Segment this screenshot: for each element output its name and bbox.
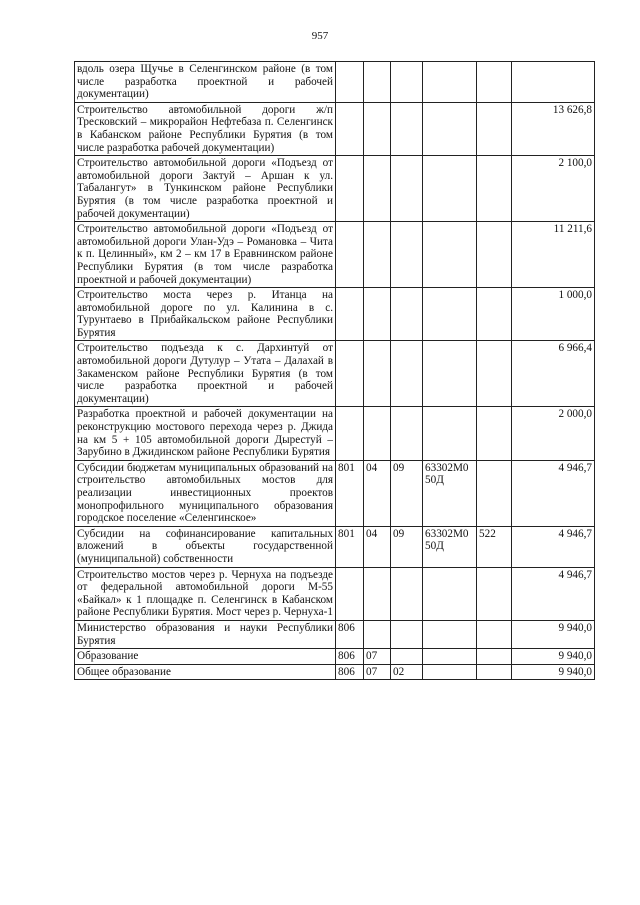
cell-ministry: [336, 341, 364, 407]
cell-name: Строительство моста через р. Итанца на автомобильной дороге по ул. Калинина в с. Турунтаево в Прибайкальском районе Республики Бурятия: [75, 288, 336, 341]
cell-target: 63302М050Д: [423, 526, 477, 567]
cell-name: Субсидии на софинансирование капитальных вложений в объекты государственной (муниципальной) собственности: [75, 526, 336, 567]
cell-name: Строительство автомобильной дороги ж/п Тресковский – микрорайон Нефтебаза п. Селенгинск в Кабанском районе Республики Бурятия (в том числе разработка рабочей документации): [75, 102, 336, 155]
table-row: [75, 102, 595, 155]
cell-amount: 6 966,4: [512, 341, 595, 407]
cell-expense-type: [477, 62, 512, 103]
cell-target: [423, 620, 477, 648]
cell-section: [364, 567, 391, 620]
cell-amount: 2 100,0: [512, 156, 595, 222]
cell-ministry: [336, 156, 364, 222]
cell-section: [364, 407, 391, 460]
cell-subsection: [391, 620, 423, 648]
cell-amount: [512, 62, 595, 103]
cell-target: 63302М050Д: [423, 460, 477, 526]
cell-name: Строительство автомобильной дороги «Подъезд от автомобильной дороги Зактуй – Аршан к ул. Табалангут» в Тункинском районе Республики Бурятия (в том числе разработка проектной и рабочей документации): [75, 156, 336, 222]
cell-target: [423, 341, 477, 407]
table-row: [75, 649, 595, 665]
cell-expense-type: [477, 407, 512, 460]
table-row: [75, 620, 595, 648]
cell-ministry: 806: [336, 649, 364, 665]
cell-ministry: [336, 62, 364, 103]
table-row: [75, 460, 595, 526]
cell-target: [423, 288, 477, 341]
cell-expense-type: [477, 341, 512, 407]
table-row: [75, 341, 595, 407]
cell-subsection: [391, 567, 423, 620]
cell-target: [423, 664, 477, 680]
cell-subsection: [391, 102, 423, 155]
table-row: [75, 62, 595, 103]
budget-table: [74, 61, 595, 680]
cell-ministry: 806: [336, 664, 364, 680]
cell-subsection: [391, 407, 423, 460]
table-row: [75, 664, 595, 680]
cell-name: Министерство образования и науки Республики Бурятия: [75, 620, 336, 648]
cell-ministry: [336, 102, 364, 155]
cell-subsection: 09: [391, 526, 423, 567]
cell-amount: 13 626,8: [512, 102, 595, 155]
cell-amount: 1 000,0: [512, 288, 595, 341]
cell-target: [423, 649, 477, 665]
cell-ministry: [336, 407, 364, 460]
cell-amount: 4 946,7: [512, 567, 595, 620]
cell-name: Образование: [75, 649, 336, 665]
cell-ministry: [336, 288, 364, 341]
cell-ministry: 801: [336, 526, 364, 567]
cell-subsection: [391, 222, 423, 288]
cell-name: Субсидии бюджетам муниципальных образований на строительство автомобильных мостов для реализации инвестиционных проектов монопрофильного муниципального образования городское поселение «Селенгинское»: [75, 460, 336, 526]
cell-target: [423, 62, 477, 103]
cell-expense-type: [477, 102, 512, 155]
cell-expense-type: [477, 460, 512, 526]
table-row: [75, 526, 595, 567]
cell-amount: 4 946,7: [512, 526, 595, 567]
cell-subsection: [391, 649, 423, 665]
cell-section: [364, 102, 391, 155]
cell-section: [364, 341, 391, 407]
table-row: [75, 407, 595, 460]
cell-section: [364, 156, 391, 222]
cell-name: Строительство мостов через р. Чернуха на подъезде от федеральной автомобильной дороги М-55 «Байкал» к 1 площадке п. Селенгинск в Кабанском районе Республики Бурятия. Мост через р. Чернуха-1: [75, 567, 336, 620]
table-row: [75, 567, 595, 620]
table-row: [75, 156, 595, 222]
cell-amount: 9 940,0: [512, 620, 595, 648]
cell-target: [423, 222, 477, 288]
cell-expense-type: [477, 664, 512, 680]
cell-ministry: [336, 222, 364, 288]
cell-section: [364, 222, 391, 288]
cell-amount: 9 940,0: [512, 664, 595, 680]
cell-expense-type: [477, 649, 512, 665]
table-row: [75, 222, 595, 288]
cell-name: Общее образование: [75, 664, 336, 680]
cell-ministry: [336, 567, 364, 620]
cell-target: [423, 567, 477, 620]
cell-name: Строительство автомобильной дороги «Подъезд от автомобильной дороги Улан-Удэ – Романовка – Чита к п. Целинный», км 2 – км 17 в Еравнинском районе Республики Бурятия (в том числе разработка проектной и рабочей документации): [75, 222, 336, 288]
cell-expense-type: 522: [477, 526, 512, 567]
cell-expense-type: [477, 288, 512, 341]
cell-expense-type: [477, 567, 512, 620]
cell-ministry: 801: [336, 460, 364, 526]
cell-section: 04: [364, 460, 391, 526]
cell-ministry: 806: [336, 620, 364, 648]
cell-section: [364, 62, 391, 103]
cell-target: [423, 102, 477, 155]
cell-amount: 11 211,6: [512, 222, 595, 288]
cell-expense-type: [477, 222, 512, 288]
cell-target: [423, 156, 477, 222]
cell-subsection: 09: [391, 460, 423, 526]
cell-subsection: [391, 62, 423, 103]
cell-expense-type: [477, 620, 512, 648]
cell-section: [364, 288, 391, 341]
cell-name: Разработка проектной и рабочей документации на реконструкцию мостового перехода через р. Джида на км 5 + 105 автомобильной дороги Дырестуй – Зарубино в Джидинском районе Республики Бурятия: [75, 407, 336, 460]
cell-subsection: [391, 156, 423, 222]
table-row: [75, 288, 595, 341]
cell-section: 07: [364, 664, 391, 680]
cell-subsection: [391, 288, 423, 341]
cell-expense-type: [477, 156, 512, 222]
cell-amount: 4 946,7: [512, 460, 595, 526]
page-number: 957: [311, 30, 329, 42]
cell-name: Строительство подъезда к с. Дархинтуй от автомобильной дороги Дутулур – Утата – Далахай в Закаменском районе Республики Бурятия (в том числе разработка проектной и рабочей документации): [75, 341, 336, 407]
cell-section: 04: [364, 526, 391, 567]
cell-amount: 2 000,0: [512, 407, 595, 460]
cell-name: вдоль озера Щучье в Селенгинском районе (в том числе разработка проектной и рабочей документации): [75, 62, 336, 103]
cell-subsection: 02: [391, 664, 423, 680]
cell-target: [423, 407, 477, 460]
cell-section: [364, 620, 391, 648]
cell-section: 07: [364, 649, 391, 665]
budget-table-body: [75, 62, 595, 680]
cell-subsection: [391, 341, 423, 407]
cell-amount: 9 940,0: [512, 649, 595, 665]
